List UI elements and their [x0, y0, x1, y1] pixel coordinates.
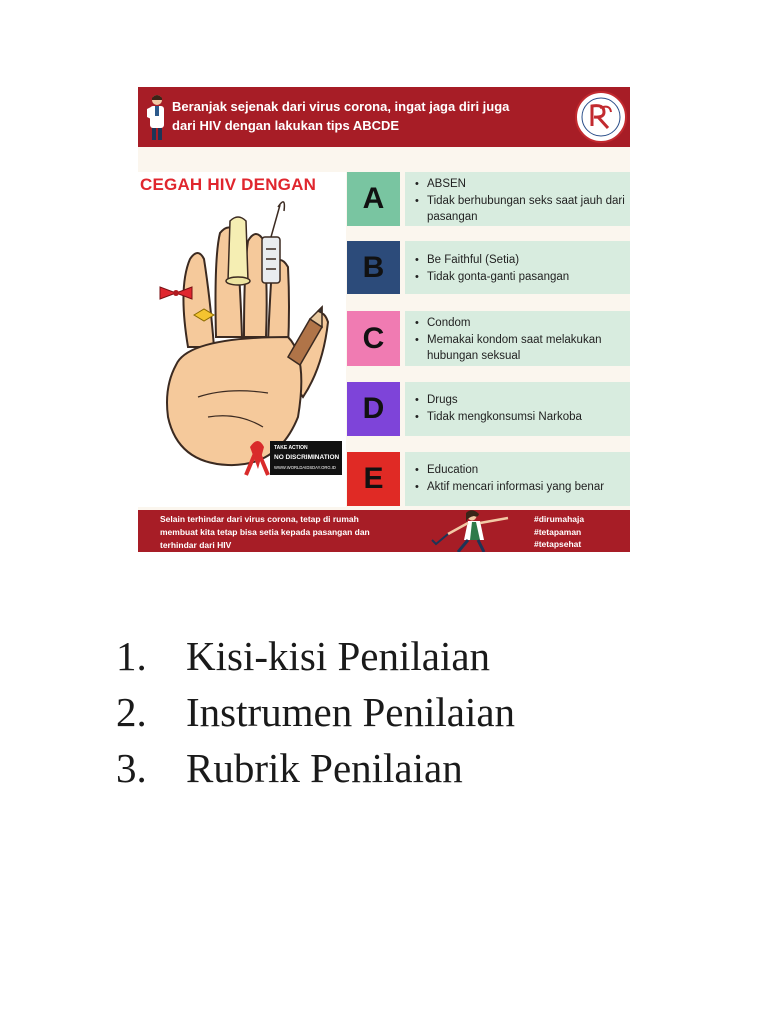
- list-item: [116, 628, 515, 684]
- tip-box-e: [405, 452, 630, 506]
- campaign-line-1: TAKE ACTION: [274, 445, 308, 451]
- tip-e-item-2: • Aktif mencari informasi yang benar: [415, 479, 626, 496]
- document-list: [116, 628, 515, 796]
- header-title: [172, 97, 572, 135]
- tip-box-b: [405, 241, 630, 294]
- tip-a-item-1: • ABSEN: [415, 176, 626, 193]
- poster-header: [138, 87, 630, 147]
- tip-b-item-1: • Be Faithful (Setia): [415, 252, 626, 269]
- tip-letter-b: B: [347, 241, 400, 294]
- tip-box-c: [405, 311, 630, 366]
- tip-b-item-2: • Tidak gonta-ganti pasangan: [415, 269, 626, 286]
- list-label: Kisi-kisi Penilaian: [186, 633, 491, 679]
- hashtag-3: #tetapsehat: [534, 539, 582, 549]
- tip-row-d: [347, 382, 630, 436]
- tip-letter-e: E: [347, 452, 400, 506]
- list-label: Instrumen Penilaian: [186, 689, 516, 735]
- hashtag-2: #tetapaman: [534, 526, 582, 537]
- header-line-2: dari HIV dengan lakukan tips ABCDE: [172, 118, 400, 133]
- tip-row-e: [347, 452, 630, 506]
- tip-c-item-2: • Memakai kondom saat melakukan hubungan seksual: [415, 332, 626, 365]
- cegah-hiv-title: CEGAH HIV DENGAN: [140, 175, 317, 194]
- tip-c-item-1: • Condom: [415, 315, 626, 332]
- tip-row-a: [347, 172, 630, 226]
- hashtag-1: #dirumahaja: [534, 514, 585, 524]
- header-line-1: Beranjak sejenak dari virus corona, ingat jaga diri juga: [172, 99, 510, 114]
- tip-letter-c: C: [347, 311, 400, 366]
- tip-a-item-2: • Tidak berhubungan seks saat jauh dari pasangan: [415, 193, 626, 226]
- doctor-icon: [144, 93, 170, 143]
- poster-footer: [138, 510, 630, 552]
- list-item: [116, 684, 515, 740]
- list-number: 2.: [116, 689, 147, 735]
- campaign-line-2: NO DISCRIMINATION: [274, 454, 340, 461]
- organization-logo-icon: [574, 90, 628, 144]
- tip-box-a: [405, 172, 630, 226]
- list-number: 1.: [116, 633, 147, 679]
- hand-with-items-illustration: [138, 197, 346, 507]
- tip-e-item-1: • Education: [415, 462, 626, 479]
- list-item: [116, 740, 515, 796]
- footer-line-3: terhindar dari HIV: [160, 540, 232, 550]
- tip-row-b: [347, 241, 630, 294]
- tip-d-item-2: • Tidak mengkonsumsi Narkoba: [415, 409, 626, 426]
- tip-letter-a: A: [347, 172, 400, 226]
- hashtags: [534, 513, 630, 551]
- list-label: Rubrik Penilaian: [186, 745, 463, 791]
- footer-line-1: Selain terhindar dari virus corona, tetap di rumah: [160, 514, 359, 524]
- tip-box-d: [405, 382, 630, 436]
- tip-row-c: [347, 311, 630, 366]
- hiv-prevention-poster: [138, 87, 630, 552]
- list-number: 3.: [116, 745, 147, 791]
- tip-d-item-1: • Drugs: [415, 392, 626, 409]
- footer-line-2: membuat kita tetap bisa setia kepada pasangan dan: [160, 527, 370, 537]
- campaign-line-3: WWW.WORLDAIDSDAY.ORG.ID: [274, 465, 336, 470]
- tip-letter-d: D: [347, 382, 400, 436]
- footer-message: [160, 513, 400, 552]
- woman-figure-icon: [428, 510, 518, 552]
